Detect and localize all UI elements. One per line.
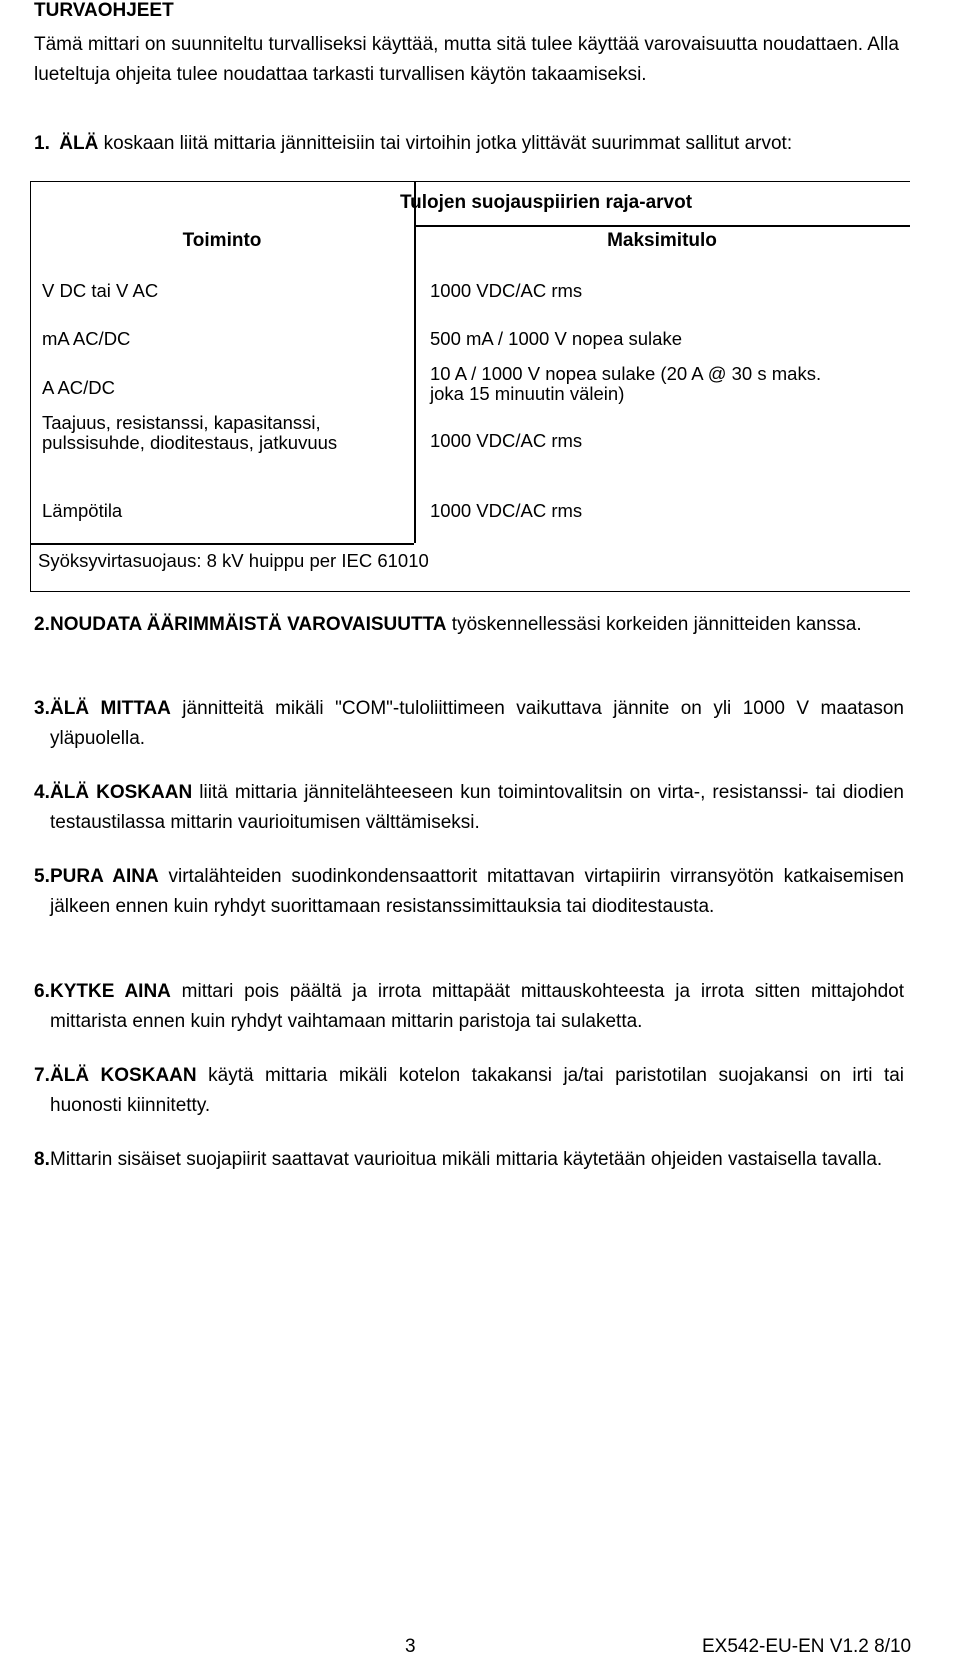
table-divider-header [414, 225, 910, 227]
item-number: 2. [34, 614, 50, 635]
safety-item-4 [34, 778, 904, 838]
row-max: 10 A / 1000 V nopea sulake (20 A @ 30 s maks. joka 15 minuutin välein) [430, 363, 822, 404]
row-max: 1000 VDC/AC rms [430, 430, 583, 451]
intro-paragraph: Tämä mittari on suunniteltu turvalliseksi käyttää, mutta sitä tulee käyttää varovaisuutta noudattaen. Alla lueteltuja ohjeita tulee noudattaa tarkasti turvallisen käytön takaamiseksi. [34, 34, 899, 85]
row-function: A AC/DC [42, 377, 115, 398]
header-limits: Tulojen suojauspiirien raja-arvot [399, 192, 693, 213]
item-emphasis: KYTKE AINA [50, 981, 171, 1002]
item-text: jännitteitä mikäli "COM"-tuloliittimeen vaikuttava jännite on yli 1000 V maatason yläpuolella. [50, 698, 904, 749]
item-number: 1. [34, 133, 50, 154]
item-emphasis: PURA AINA [50, 866, 159, 887]
header-max: Maksimitulo [607, 230, 717, 251]
page-number: 3 [405, 1636, 416, 1657]
item-text: käytä mittaria mikäli kotelon takakansi ja/tai paristotilan suojakansi on irti tai huonosti kiinnitetty. [50, 1065, 905, 1116]
item-text: mittari pois päältä ja irrota mittapäät mittauskohteesta ja irrota sitten mittajohdot mittarista ennen kuin ryhdyt vaihtamaan mittarin paristoja tai sulaketta. [50, 981, 904, 1032]
item-emphasis: ÄLÄ MITTAA [50, 698, 171, 719]
item-number: 4. [34, 782, 50, 803]
safety-item-2 [34, 610, 904, 640]
safety-item-3 [34, 694, 904, 754]
item-text: virtalähteiden suodinkondensaattorit mitattavan virtapiirin virransyötön katkaisemisen jälkeen ennen kuin ryhdyt suorittamaan resistanssimittauksia tai dioditestausta. [50, 866, 905, 917]
row-max: 1000 VDC/AC rms [430, 500, 583, 521]
item-number: 5. [34, 866, 50, 887]
safety-item-8 [34, 1145, 904, 1175]
row-max: 1000 VDC/AC rms [430, 280, 583, 301]
item-emphasis: ÄLÄ KOSKAAN [50, 1065, 197, 1086]
row-function: Lämpötila [42, 500, 123, 521]
item-number: 7. [34, 1065, 50, 1086]
row-max: 500 mA / 1000 V nopea sulake [430, 328, 682, 349]
safety-item-5 [34, 862, 904, 922]
row-function: Taajuus, resistanssi, kapasitanssi, pulssisuhde, dioditestaus, jatkuvuus [42, 412, 338, 453]
document-code: EX542-EU-EN V1.2 8/10 [702, 1636, 912, 1657]
item-text: liitä mittaria jännitelähteeseen kun toimintovalitsin on virta-, resistanssi- tai diodien testaustilassa mittarin vaurioitumisen välttämiseksi. [50, 782, 904, 833]
row-function: mA AC/DC [42, 328, 131, 349]
input-protection-table [30, 181, 910, 592]
table-divider-footer [30, 543, 414, 545]
item-text: Mittarin sisäiset suojapiirit saattavat vaurioitua mikäli mittaria käytetään ohjeiden vastaisella tavalla. [50, 1149, 883, 1170]
item-text: työskennellessäsi korkeiden jännitteiden kanssa. [446, 614, 862, 635]
item-number: 6. [34, 981, 50, 1002]
safety-item-1 [34, 133, 792, 155]
header-function: Toiminto [182, 230, 262, 251]
item-emphasis: ÄLÄ [59, 133, 99, 154]
item-emphasis: ÄLÄ KOSKAAN [50, 782, 193, 803]
safety-item-6 [34, 977, 904, 1037]
row-function: V DC tai V AC [42, 280, 159, 301]
item-number: 3. [34, 698, 50, 719]
table-footer-note: Syöksyvirtasuojaus: 8 kV huippu per IEC 61010 [38, 550, 429, 571]
item-number: 8. [34, 1149, 50, 1170]
section-title: TURVAOHJEET [34, 0, 174, 21]
item-emphasis: NOUDATA ÄÄRIMMÄISTÄ VAROVAISUUTTA [50, 614, 447, 635]
safety-item-7 [34, 1061, 904, 1121]
item-text: koskaan liitä mittaria jännitteisiin tai virtoihin jotka ylittävät suurimmat sallitut arvot: [98, 133, 793, 154]
